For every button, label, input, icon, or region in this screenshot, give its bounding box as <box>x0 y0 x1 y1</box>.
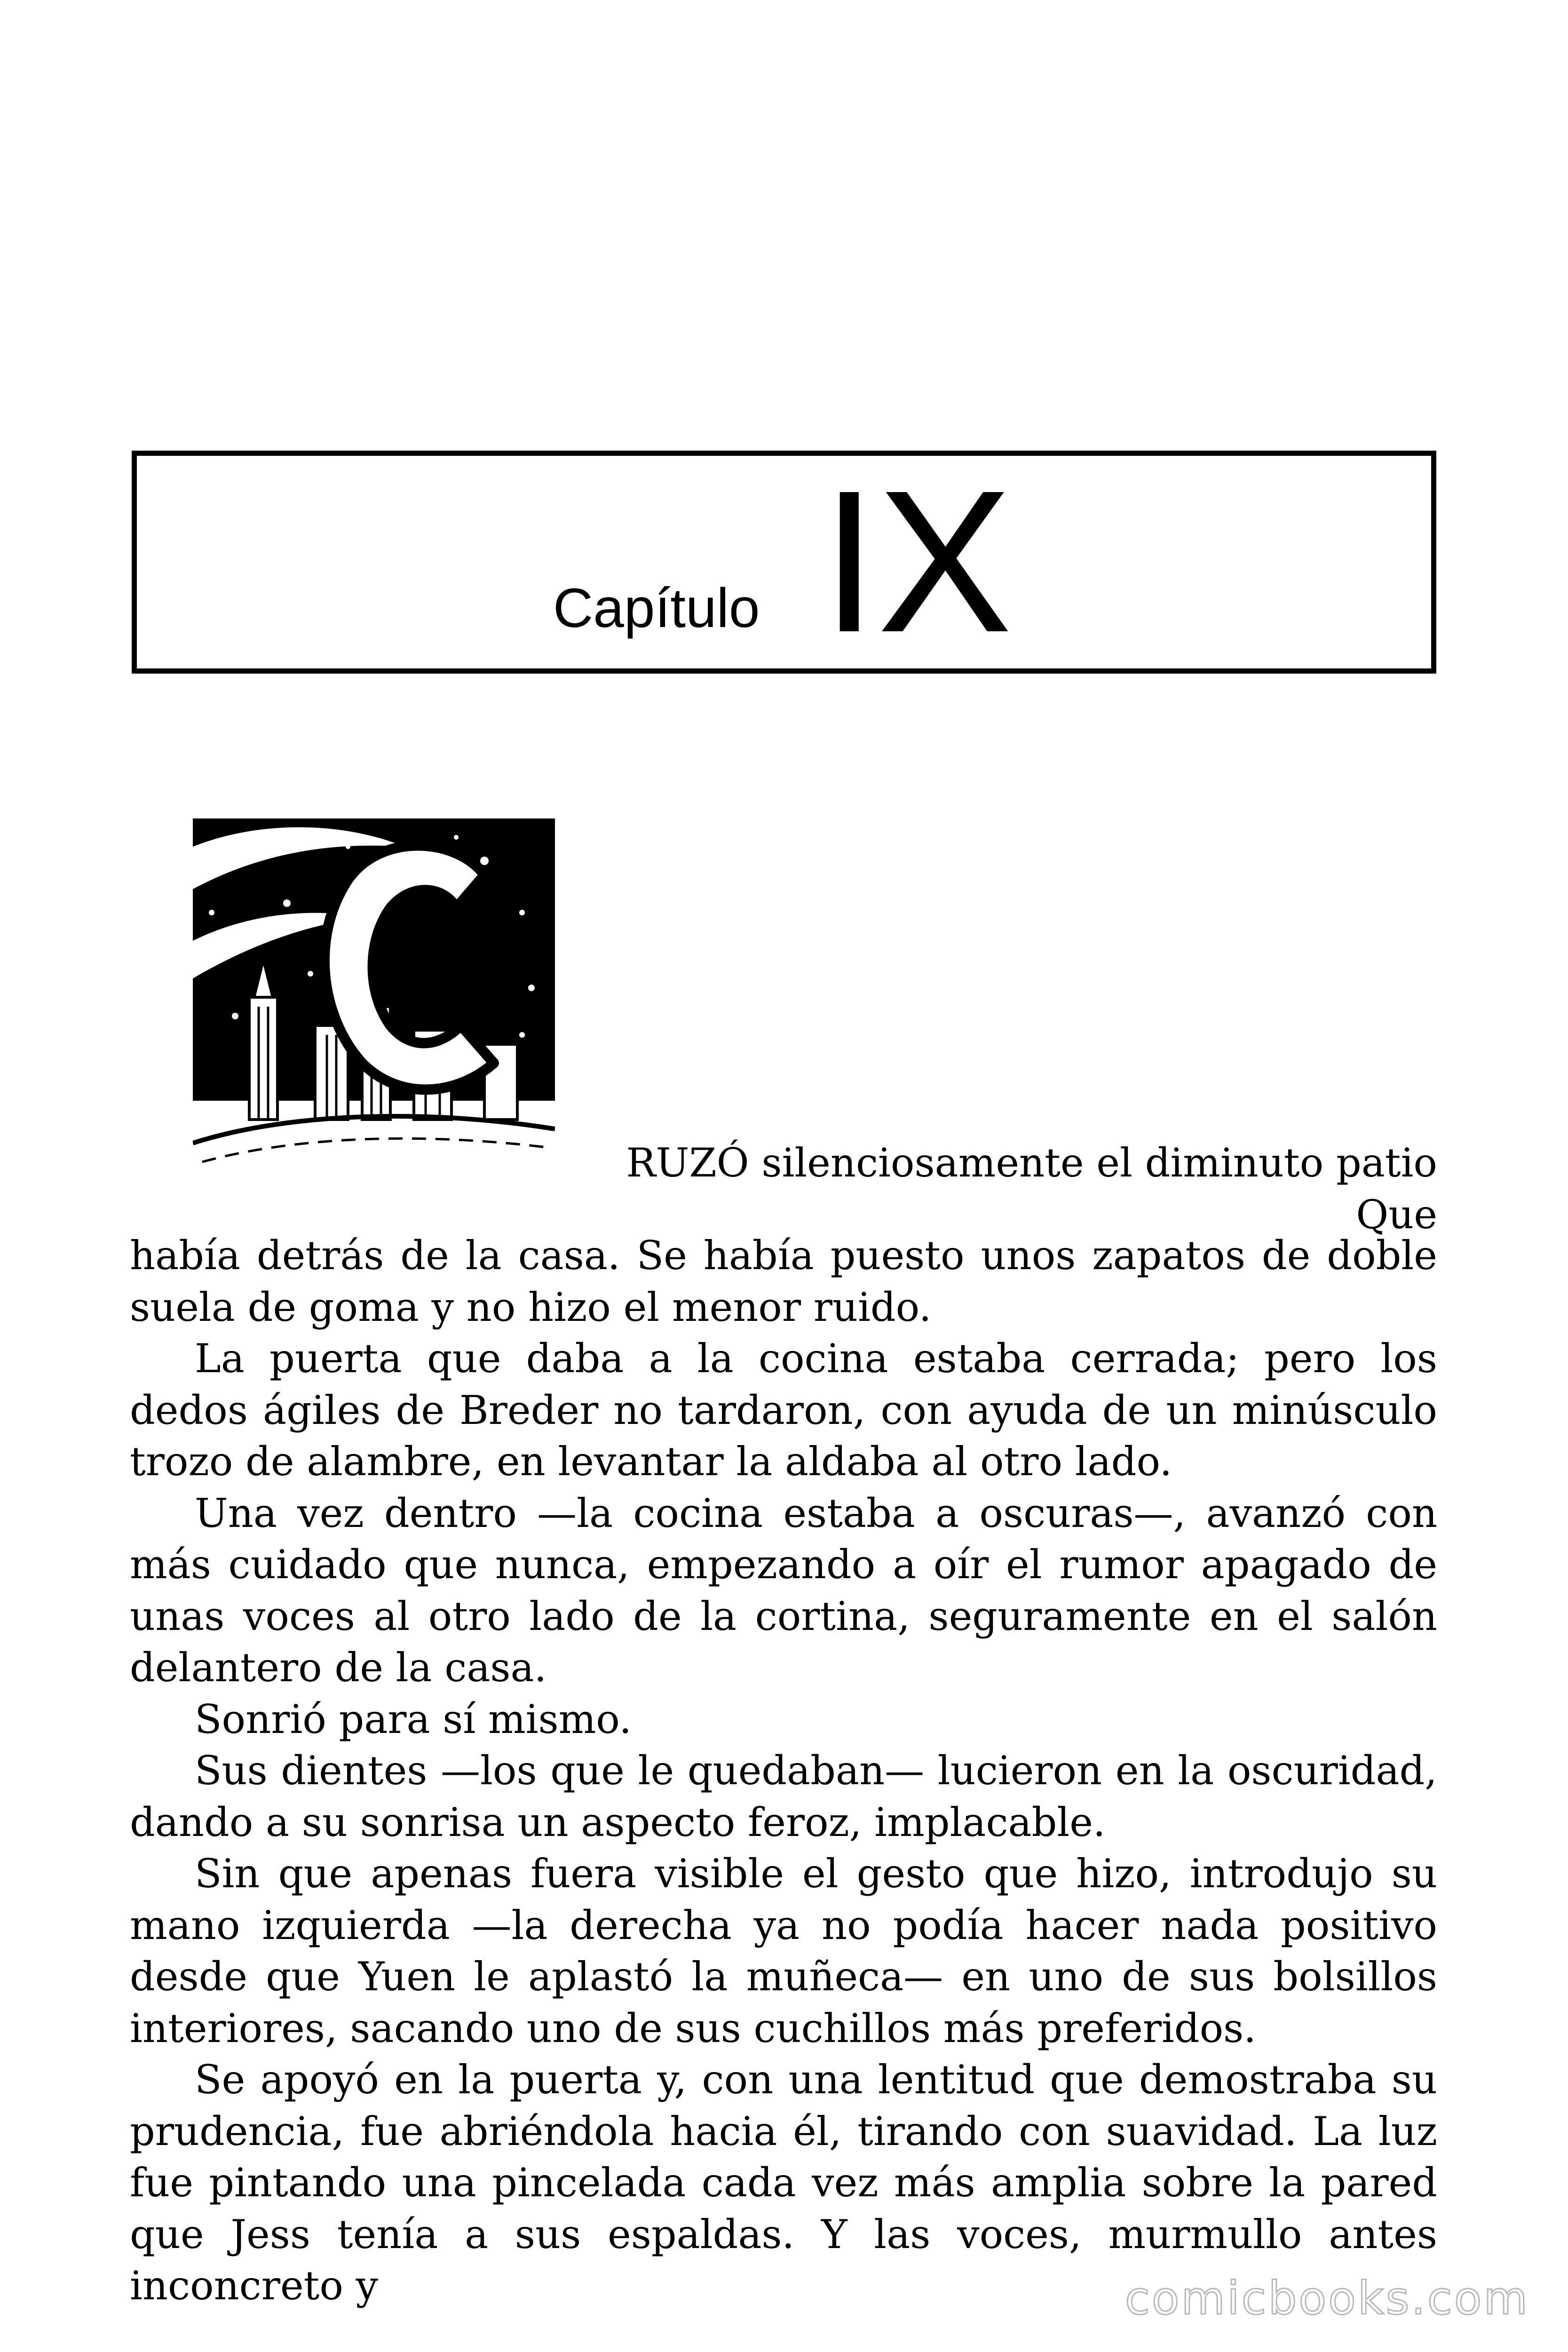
watermark: comicbooks.com <box>1125 2272 1529 2325</box>
chapter-label: Capítulo <box>553 577 760 639</box>
paragraph-6: Sin que apenas fuera visible el gesto que hizo, introdujo su mano izquierda —la derecha ya no podía hacer nada positivo desde que Yuen le aplastó la muñeca— en uno de sus bolsillos interiores, sacando uno de sus cuchillos más preferidos. <box>130 1851 1437 2051</box>
paragraph-5: Sus dientes —los que le quedaban— lucieron en la oscuridad, dando a su sonrisa un aspecto feroz, implacable. <box>130 1748 1437 1845</box>
paragraph-2: La puerta que daba a la cocina estaba cerrada; pero los dedos ágiles de Breder no tardaron, con ayuda de un minúsculo trozo de alambre, en levantar la aldaba al otro lado. <box>130 1335 1437 1485</box>
paragraph-3: Una vez dentro —la cocina estaba a oscuras—, avanzó con más cuidado que nunca, empezando a oír el rumor apagado de unas voces al otro lado de la cortina, seguramente en el salón delantero de la casa. <box>130 1490 1437 1691</box>
chapter-number: IX <box>821 449 1013 675</box>
first-line-after-dropcap: RUZÓ silenciosamente el diminuto patio Que <box>626 1140 1437 1238</box>
dropcap-illustration-icon <box>193 818 555 1176</box>
paragraph-4: Sonrió para sí mismo. <box>195 1696 632 1742</box>
paragraph-7: Se apoyó en la puerta y, con una lentitud que demostraba su prudencia, fue abriéndola hacia él, tirando con suavidad. La luz fue pintando una pincelada cada vez más amplia sobre la pared que Jess tenía a sus espaldas. Y las voces, murmullo antes inconcreto y <box>130 2057 1437 2309</box>
paragraph-1-body: había detrás de la casa. Se había puesto unos zapatos de doble suela de goma y no hizo el menor ruido. <box>130 1232 1437 1330</box>
body-text <box>130 1137 1437 2312</box>
chapter-heading-box <box>132 451 1436 674</box>
paragraph-1 <box>130 1137 1437 1333</box>
